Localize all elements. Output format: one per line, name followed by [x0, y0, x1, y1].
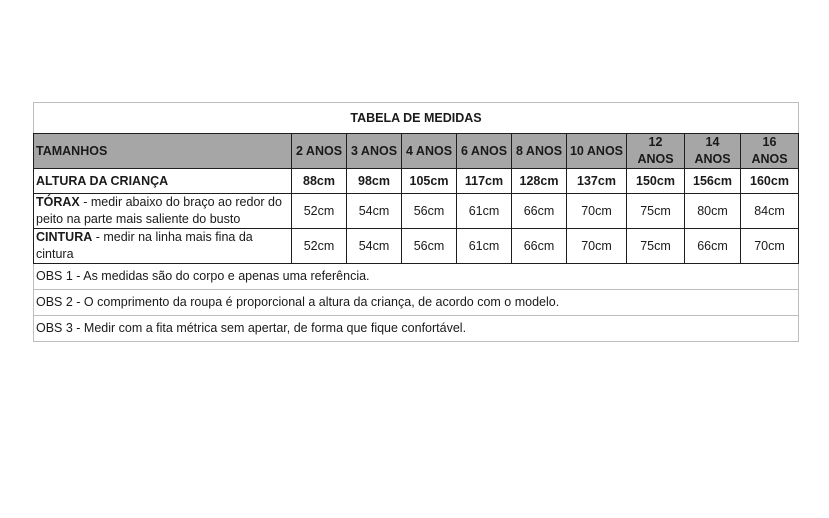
- table-cell: 80cm: [685, 194, 741, 229]
- row-label-bold: ALTURA DA CRIANÇA: [36, 173, 169, 188]
- table-row-torax: [34, 194, 799, 229]
- obs-row: [34, 264, 799, 290]
- table-cell: 61cm: [457, 194, 512, 229]
- header-size: 2 ANOS: [292, 134, 347, 169]
- row-label: [34, 229, 292, 264]
- row-label-bold: TÓRAX: [36, 195, 80, 209]
- size-table: [33, 102, 799, 342]
- table-cell: 66cm: [512, 229, 567, 264]
- table-cell: 66cm: [512, 194, 567, 229]
- table-cell: 70cm: [741, 229, 799, 264]
- table-cell: 54cm: [347, 229, 402, 264]
- header-size: 16 ANOS: [741, 134, 799, 169]
- header-size: 6 ANOS: [457, 134, 512, 169]
- header-tamanhos: TAMANHOS: [34, 134, 292, 169]
- table-cell: 88cm: [292, 169, 347, 194]
- table-cell: 75cm: [627, 229, 685, 264]
- table-cell: 156cm: [685, 169, 741, 194]
- obs-note: OBS 3 - Medir com a fita métrica sem apertar, de forma que fique confortável.: [34, 316, 799, 342]
- table-cell: 56cm: [402, 194, 457, 229]
- table-cell: 66cm: [685, 229, 741, 264]
- row-label-desc: - medir abaixo do braço ao redor do peito na parte mais saliente do busto: [36, 195, 282, 226]
- obs-row: [34, 316, 799, 342]
- table-cell: 75cm: [627, 194, 685, 229]
- table-cell: 61cm: [457, 229, 512, 264]
- table-cell: 150cm: [627, 169, 685, 194]
- row-label-desc: - medir na linha mais fina da cintura: [36, 230, 253, 261]
- header-size: 14 ANOS: [685, 134, 741, 169]
- table-title: TABELA DE MEDIDAS: [34, 103, 799, 134]
- table-cell: 56cm: [402, 229, 457, 264]
- size-chart: [33, 102, 794, 342]
- obs-row: [34, 290, 799, 316]
- obs-note: OBS 1 - As medidas são do corpo e apenas uma referência.: [34, 264, 799, 290]
- table-cell: 52cm: [292, 194, 347, 229]
- header-row: [34, 134, 799, 169]
- row-label: [34, 169, 292, 194]
- table-cell: 105cm: [402, 169, 457, 194]
- title-row: [34, 103, 799, 134]
- table-cell: 128cm: [512, 169, 567, 194]
- obs-note: OBS 2 - O comprimento da roupa é proporcional a altura da criança, de acordo com o modelo.: [34, 290, 799, 316]
- table-cell: 70cm: [567, 194, 627, 229]
- table-cell: 52cm: [292, 229, 347, 264]
- header-size: 3 ANOS: [347, 134, 402, 169]
- row-label-bold: CINTURA: [36, 230, 93, 244]
- table-cell: 160cm: [741, 169, 799, 194]
- header-size: 8 ANOS: [512, 134, 567, 169]
- table-cell: 137cm: [567, 169, 627, 194]
- table-cell: 54cm: [347, 194, 402, 229]
- header-size: 4 ANOS: [402, 134, 457, 169]
- table-cell: 98cm: [347, 169, 402, 194]
- table-cell: 84cm: [741, 194, 799, 229]
- header-size: 12 ANOS: [627, 134, 685, 169]
- table-cell: 70cm: [567, 229, 627, 264]
- table-row-cintura: [34, 229, 799, 264]
- table-cell: 117cm: [457, 169, 512, 194]
- header-size: 10 ANOS: [567, 134, 627, 169]
- table-row-altura: [34, 169, 799, 194]
- row-label: [34, 194, 292, 229]
